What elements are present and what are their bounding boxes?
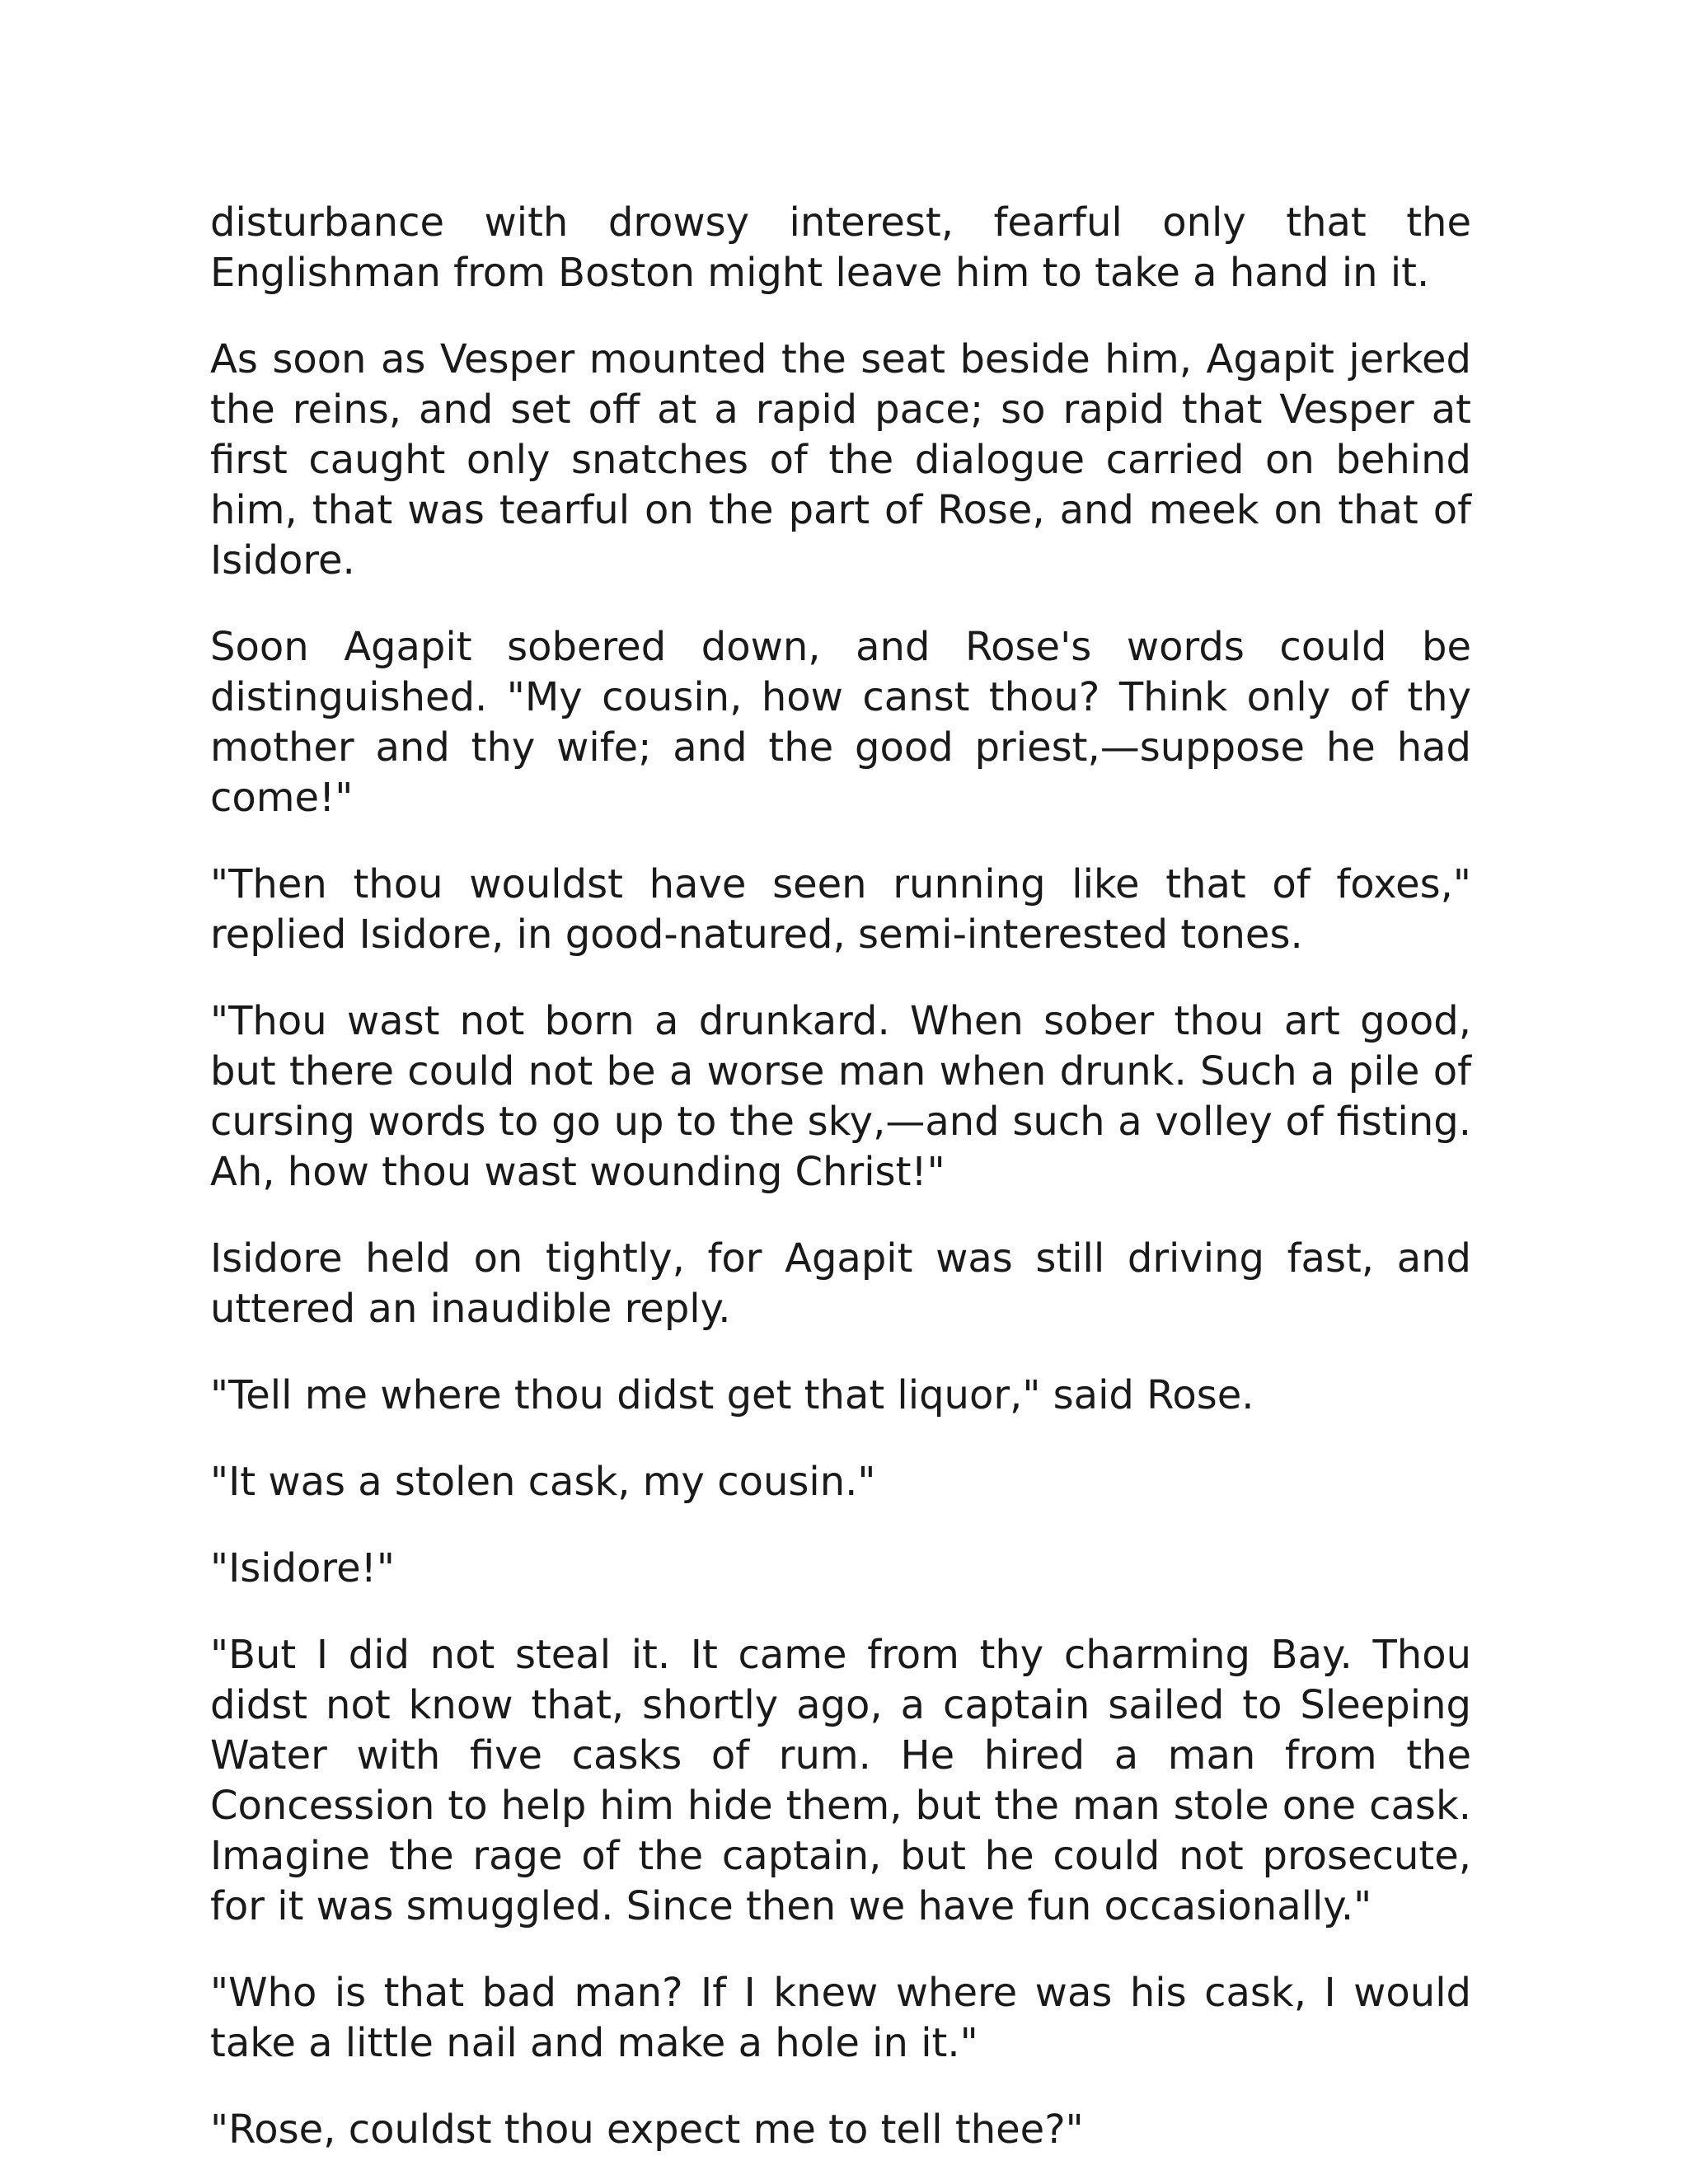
paragraph: "It was a stolen cask, my cousin." — [210, 1459, 876, 1505]
paragraph: "But I did not steal it. It came from thy charming Bay. Thou didst not know that, shortly ago, a captain sailed to Sleeping Water with five casks of rum. He hired a man from the Concession to help him hide them, but the man stole one cask. Imagine the rage of the captain, but he could not prosecute, for it was smuggled. Since then we have fun occasionally." — [210, 1632, 1471, 1929]
page-body — [210, 198, 1471, 2155]
paragraph: "Who is that bad man? If I knew where was his cask, I would take a little nail and make a hole in it." — [210, 1970, 1471, 2066]
paragraph: Isidore held on tightly, for Agapit was still driving fast, and uttered an inaudible reply. — [210, 1235, 1471, 1332]
paragraph: "Rose, couldst thou expect me to tell thee?" — [210, 2107, 1084, 2153]
paragraph: Soon Agapit sobered down, and Rose's words could be distinguished. "My cousin, how canst thou? Think only of thy mother and thy wife; and the good priest,—suppose he had come!" — [210, 624, 1471, 821]
paragraph: "Then thou wouldst have seen running like that of foxes," replied Isidore, in good-natured, semi-interested tones. — [210, 861, 1471, 958]
paragraph: "Isidore!" — [210, 1545, 395, 1591]
paragraph: As soon as Vesper mounted the seat beside him, Agapit jerked the reins, and set off at a rapid pace; so rapid that Vesper at first caught only snatches of the dialogue carried on behind him, that was tearful on the part of Rose, and meek on that of Isidore. — [210, 336, 1471, 583]
paragraph: "Thou wast not born a drunkard. When sober thou art good, but there could not be a worse man when drunk. Such a pile of cursing words to go up to the sky,—and such a volley of fisting. Ah, how thou wast wounding Christ!" — [210, 998, 1471, 1195]
paragraph: "Tell me where thou didst get that liquor," said Rose. — [210, 1372, 1254, 1418]
paragraph: disturbance with drowsy interest, fearful only that the Englishman from Boston might leave him to take a hand in it. — [210, 199, 1471, 296]
